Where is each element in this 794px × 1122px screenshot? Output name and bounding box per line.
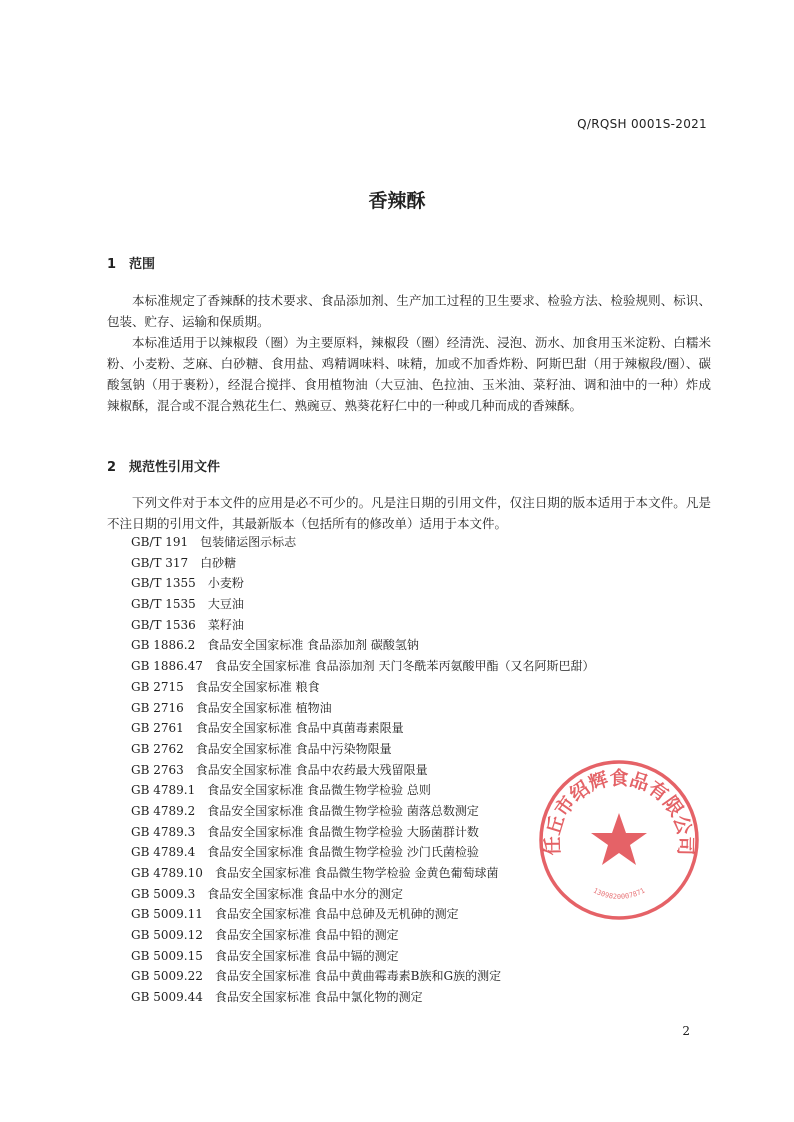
- reference-title: 食品安全国家标准 食品中污染物限量: [195, 741, 392, 756]
- reference-code: GB 1886.2: [131, 638, 196, 653]
- reference-title: 食品安全国家标准 植物油: [195, 700, 332, 715]
- reference-item: [131, 925, 594, 946]
- reference-code: GB 4789.1: [131, 783, 196, 798]
- reference-code: GB 4789.3: [131, 824, 196, 839]
- reference-title: 食品安全国家标准 食品微生物学检验 总则: [207, 783, 431, 798]
- section-number: 1: [107, 257, 117, 272]
- reference-code: GB 5009.44: [131, 990, 203, 1005]
- document-title: 香辣酥: [368, 190, 426, 212]
- reference-code: GB 2763: [131, 762, 184, 777]
- reference-title: 包装储运图示标志: [200, 535, 297, 549]
- reference-code: GB 4789.2: [131, 803, 196, 818]
- reference-item: [131, 615, 594, 636]
- reference-item: [131, 966, 594, 987]
- scope-paragraph-2: 本标准适用于以辣椒段（圈）为主要原料，辣椒段（圈）经清洗、浸泡、沥水、加食用玉米淀粉、白糯米粉、小麦粉、芝麻、白砂糖、食用盐、鸡精调味料、味精，加或不加香炸粉、阿斯巴甜（用于辣椒段/圈）、碳酸氢钠（用于裹粉），经混合搅拌、食用植物油（大豆油、色拉油、玉米油、菜籽油、调和油中的一种）炸成辣椒酥，混合或不混合熟花生仁、熟豌豆、熟葵花籽仁中的一种或几种而成的香辣酥。: [107, 335, 711, 413]
- reference-title: 食品安全国家标准 食品微生物学检验 菌落总数测定: [207, 803, 479, 818]
- reference-item: [131, 822, 594, 843]
- reference-code: GB 5009.11: [131, 907, 203, 922]
- reference-item: [131, 904, 594, 925]
- section-title: 范围: [129, 257, 156, 272]
- reference-item: [131, 573, 594, 594]
- reference-item: [131, 884, 594, 905]
- section-heading-scope: [107, 253, 155, 272]
- seal-serial-path: 1309820007871: [591, 886, 647, 901]
- reference-list: [131, 532, 594, 1008]
- reference-code: GB 5009.15: [131, 948, 203, 963]
- reference-code: GB/T 1536: [131, 617, 196, 632]
- reference-code: GB 4789.4: [131, 845, 196, 860]
- reference-title: 食品安全国家标准 食品添加剂 天门冬酰苯丙氨酸甲酯（又名阿斯巴甜）: [214, 659, 595, 674]
- reference-item: [131, 698, 594, 719]
- seal-serial: [592, 887, 646, 901]
- company-seal: [534, 755, 704, 925]
- reference-code: GB 5009.3: [131, 886, 196, 901]
- section-number: 2: [107, 460, 117, 475]
- seal-text-path: 任丘市绍辉食品有限公司: [541, 767, 697, 856]
- section-title: 规范性引用文件: [129, 460, 221, 475]
- reference-item: [131, 863, 594, 884]
- references-intro-paragraph: 下列文件对于本文件的应用是必不可少的。凡是注日期的引用文件，仅注日期的版本适用于本文件。凡是不注日期的引用文件，其最新版本（包括所有的修改单）适用于本文件。: [107, 495, 711, 531]
- reference-title: 食品安全国家标准 食品中氯化物的测定: [214, 990, 423, 1005]
- reference-title: 食品安全国家标准 食品微生物学检验 沙门氏菌检验: [207, 845, 479, 860]
- reference-item: [131, 635, 594, 656]
- reference-code: GB/T 191: [131, 535, 189, 549]
- reference-code: GB 2761: [131, 721, 184, 736]
- reference-title: 食品安全国家标准 粮食: [195, 679, 320, 694]
- reference-code: GB 2762: [131, 741, 184, 756]
- reference-item: [131, 594, 594, 615]
- reference-code: GB 2715: [131, 679, 184, 694]
- reference-title: 食品安全国家标准 食品微生物学检验 大肠菌群计数: [207, 824, 479, 839]
- reference-title: 大豆油: [207, 597, 244, 612]
- page-number: 2: [682, 1024, 690, 1038]
- reference-item: [131, 532, 594, 553]
- reference-title: 食品安全国家标准 食品微生物学检验 金黄色葡萄球菌: [214, 866, 499, 880]
- reference-title: 菜籽油: [207, 617, 244, 632]
- reference-title: 食品安全国家标准 食品中水分的测定: [207, 886, 404, 901]
- section-heading-references: [107, 456, 220, 475]
- reference-item: [131, 987, 594, 1008]
- standard-code: Q/RQSH 0001S-2021: [577, 117, 707, 131]
- reference-code: GB/T 1535: [131, 597, 196, 612]
- reference-item: [131, 718, 594, 739]
- reference-title: 食品安全国家标准 食品中铅的测定: [214, 928, 399, 943]
- reference-item: [131, 553, 594, 574]
- reference-item: [131, 780, 594, 801]
- reference-item: [131, 677, 594, 698]
- reference-title: 白砂糖: [200, 555, 237, 570]
- reference-code: GB 5009.22: [131, 969, 203, 984]
- reference-item: [131, 656, 594, 677]
- reference-title: 食品安全国家标准 食品中镉的测定: [214, 948, 399, 963]
- reference-code: GB 1886.47: [131, 659, 203, 674]
- reference-title: 食品安全国家标准 食品中总砷及无机砷的测定: [214, 907, 459, 922]
- reference-item: [131, 946, 594, 967]
- reference-item: [131, 842, 594, 863]
- reference-item: [131, 739, 594, 760]
- reference-title: 小麦粉: [207, 576, 244, 591]
- seal-star-icon: [591, 813, 647, 865]
- scope-paragraph-1: 本标准规定了香辣酥的技术要求、食品添加剂、生产加工过程的卫生要求、检验方法、检验规则、标识、包装、贮存、运输和保质期。: [107, 293, 711, 329]
- reference-code: GB 2716: [131, 700, 184, 715]
- reference-title: 食品安全国家标准 食品中黄曲霉毒素B族和G族的测定: [214, 969, 502, 984]
- reference-title: 食品安全国家标准 食品中真菌毒素限量: [195, 721, 404, 736]
- reference-code: GB/T 317: [131, 555, 189, 570]
- reference-item: [131, 801, 594, 822]
- reference-code: GB/T 1355: [131, 576, 196, 591]
- reference-item: [131, 760, 594, 781]
- reference-title: 食品安全国家标准 食品中农药最大残留限量: [195, 762, 428, 777]
- reference-code: GB 4789.10: [131, 866, 203, 880]
- reference-code: GB 5009.12: [131, 928, 203, 943]
- reference-title: 食品安全国家标准 食品添加剂 碳酸氢钠: [207, 638, 419, 653]
